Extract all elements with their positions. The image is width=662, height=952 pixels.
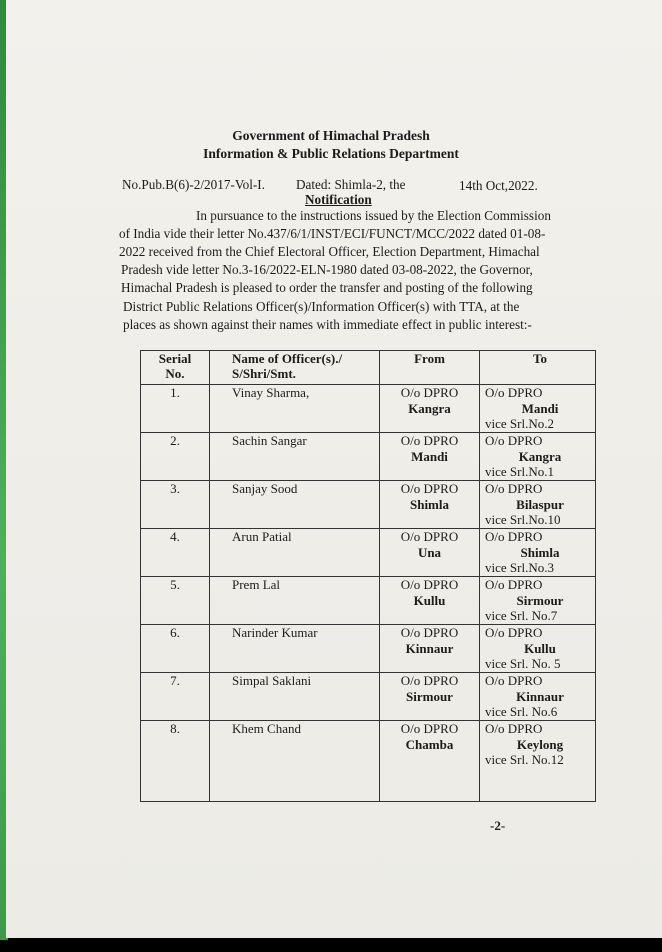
to-office: O/o DPRO — [485, 481, 543, 496]
officer-name-cell: Narinder Kumar — [210, 625, 380, 673]
to-cell — [480, 577, 596, 625]
to-cell — [480, 673, 596, 721]
serial-cell: 4. — [141, 529, 210, 577]
body-line-3: 2022 received from the Chief Electoral Officer, Election Department, Himachal — [119, 244, 540, 259]
from-district: Kangra — [408, 400, 451, 416]
to-cell — [480, 721, 596, 802]
to-cell — [480, 385, 596, 433]
to-cell — [480, 433, 596, 481]
officer-name-cell: Khem Chand — [210, 721, 380, 802]
notification-title: Notification — [305, 192, 372, 207]
to-cell — [480, 529, 596, 577]
to-district: Sirmour — [516, 592, 564, 608]
from-district: Mandi — [411, 448, 448, 464]
table-row — [141, 721, 596, 802]
table-row — [141, 625, 596, 673]
name-header-line1: Name of Officer(s)./ — [232, 351, 343, 366]
to-district: Shimla — [520, 544, 560, 560]
reference-number: No.Pub.B(6)-2/2017-Vol-I. — [122, 177, 265, 192]
to-vice: vice Srl.No.2 — [485, 416, 554, 431]
to-office: O/o DPRO — [485, 577, 543, 592]
to-vice: vice Srl.No.1 — [485, 464, 554, 479]
to-district: Bilaspur — [516, 496, 564, 512]
serial-cell: 7. — [141, 673, 210, 721]
to-office: O/o DPRO — [485, 721, 543, 736]
department-heading: Information & Public Relations Department — [203, 146, 459, 161]
table-row — [141, 673, 596, 721]
to-vice: vice Srl. No.6 — [485, 704, 558, 719]
from-office: O/o DPRO — [400, 673, 459, 688]
to-office: O/o DPRO — [485, 433, 543, 448]
serial-cell: 3. — [141, 481, 210, 529]
serial-cell: 5. — [141, 577, 210, 625]
body-line-6: District Public Relations Officer(s)/Information Officer(s) with TTA, at the — [123, 299, 520, 314]
from-district: Sirmour — [406, 688, 453, 704]
to-office: O/o DPRO — [485, 625, 543, 640]
to-vice: vice Srl. No.12 — [485, 752, 564, 767]
body-line-4: Pradesh vide letter No.3-16/2022-ELN-1980 dated 03-08-2022, the Governor, — [121, 262, 533, 277]
to-district: Mandi — [521, 400, 559, 416]
body-line-2: of India vide their letter No.437/6/1/INST/ECI/FUNCT/MCC/2022 dated 01-08- — [119, 226, 546, 241]
to-cell — [480, 625, 596, 673]
to-office: O/o DPRO — [485, 529, 543, 544]
from-district: Kullu — [413, 592, 446, 608]
serial-header — [141, 351, 210, 385]
to-vice: vice Srl.No.10 — [485, 512, 561, 527]
table-row — [141, 385, 596, 433]
to-header: To — [480, 351, 596, 385]
from-header: From — [380, 351, 480, 385]
officer-name-cell: Simpal Saklani — [210, 673, 380, 721]
to-cell — [480, 481, 596, 529]
serial-header-line2: No. — [165, 366, 185, 381]
to-office: O/o DPRO — [485, 385, 543, 400]
page-number: -2- — [490, 818, 506, 833]
table-row — [141, 577, 596, 625]
government-heading: Government of Himachal Pradesh — [232, 128, 430, 143]
transfer-table — [140, 350, 596, 802]
to-office: O/o DPRO — [485, 673, 543, 688]
body-line-5: Himachal Pradesh is pleased to order the transfer and posting of the following — [121, 280, 533, 295]
serial-cell: 6. — [141, 625, 210, 673]
name-header-line2: S/Shri/Smt. — [232, 366, 296, 381]
serial-cell: 2. — [141, 433, 210, 481]
from-cell — [380, 433, 480, 481]
table-header-row — [141, 351, 596, 385]
to-vice: vice Srl. No.7 — [485, 608, 558, 623]
from-office: O/o DPRO — [400, 529, 459, 544]
from-cell — [380, 721, 480, 802]
from-district: Shimla — [409, 496, 449, 512]
from-cell — [380, 673, 480, 721]
from-office: O/o DPRO — [400, 481, 459, 496]
to-district: Kinnaur — [516, 688, 564, 704]
from-office: O/o DPRO — [400, 385, 459, 400]
serial-cell: 1. — [141, 385, 210, 433]
body-line-1: In pursuance to the instructions issued by the Election Commission — [196, 208, 551, 223]
from-office: O/o DPRO — [400, 577, 459, 592]
table-row — [141, 529, 596, 577]
officer-name-cell: Vinay Sharma, — [210, 385, 380, 433]
notification-date: 14th Oct,2022. — [459, 178, 538, 193]
serial-cell: 8. — [141, 721, 210, 802]
from-district: Kinnaur — [405, 640, 454, 656]
from-cell — [380, 481, 480, 529]
officer-name-cell: Arun Patial — [210, 529, 380, 577]
officer-name-cell: Sachin Sangar — [210, 433, 380, 481]
from-office: O/o DPRO — [400, 433, 459, 448]
from-cell — [380, 529, 480, 577]
from-district: Chamba — [405, 736, 454, 752]
from-district: Una — [417, 544, 442, 560]
from-cell — [380, 625, 480, 673]
to-vice: vice Srl.No.3 — [485, 560, 554, 575]
table-row — [141, 481, 596, 529]
officer-name-cell: Sanjay Sood — [210, 481, 380, 529]
from-office: O/o DPRO — [400, 721, 459, 736]
from-office: O/o DPRO — [400, 625, 459, 640]
to-vice: vice Srl. No. 5 — [485, 656, 561, 671]
table-row — [141, 433, 596, 481]
name-header — [210, 351, 380, 385]
to-district: Kangra — [518, 448, 562, 464]
to-district: Kullu — [524, 640, 556, 656]
dated-label: Dated: Shimla-2, the — [296, 177, 406, 192]
from-cell — [380, 385, 480, 433]
serial-header-line1: Serial — [158, 351, 192, 366]
officer-name-cell: Prem Lal — [210, 577, 380, 625]
to-district: Keylong — [516, 736, 564, 752]
from-cell — [380, 577, 480, 625]
body-line-7: places as shown against their names with immediate effect in public interest:- — [123, 317, 532, 332]
